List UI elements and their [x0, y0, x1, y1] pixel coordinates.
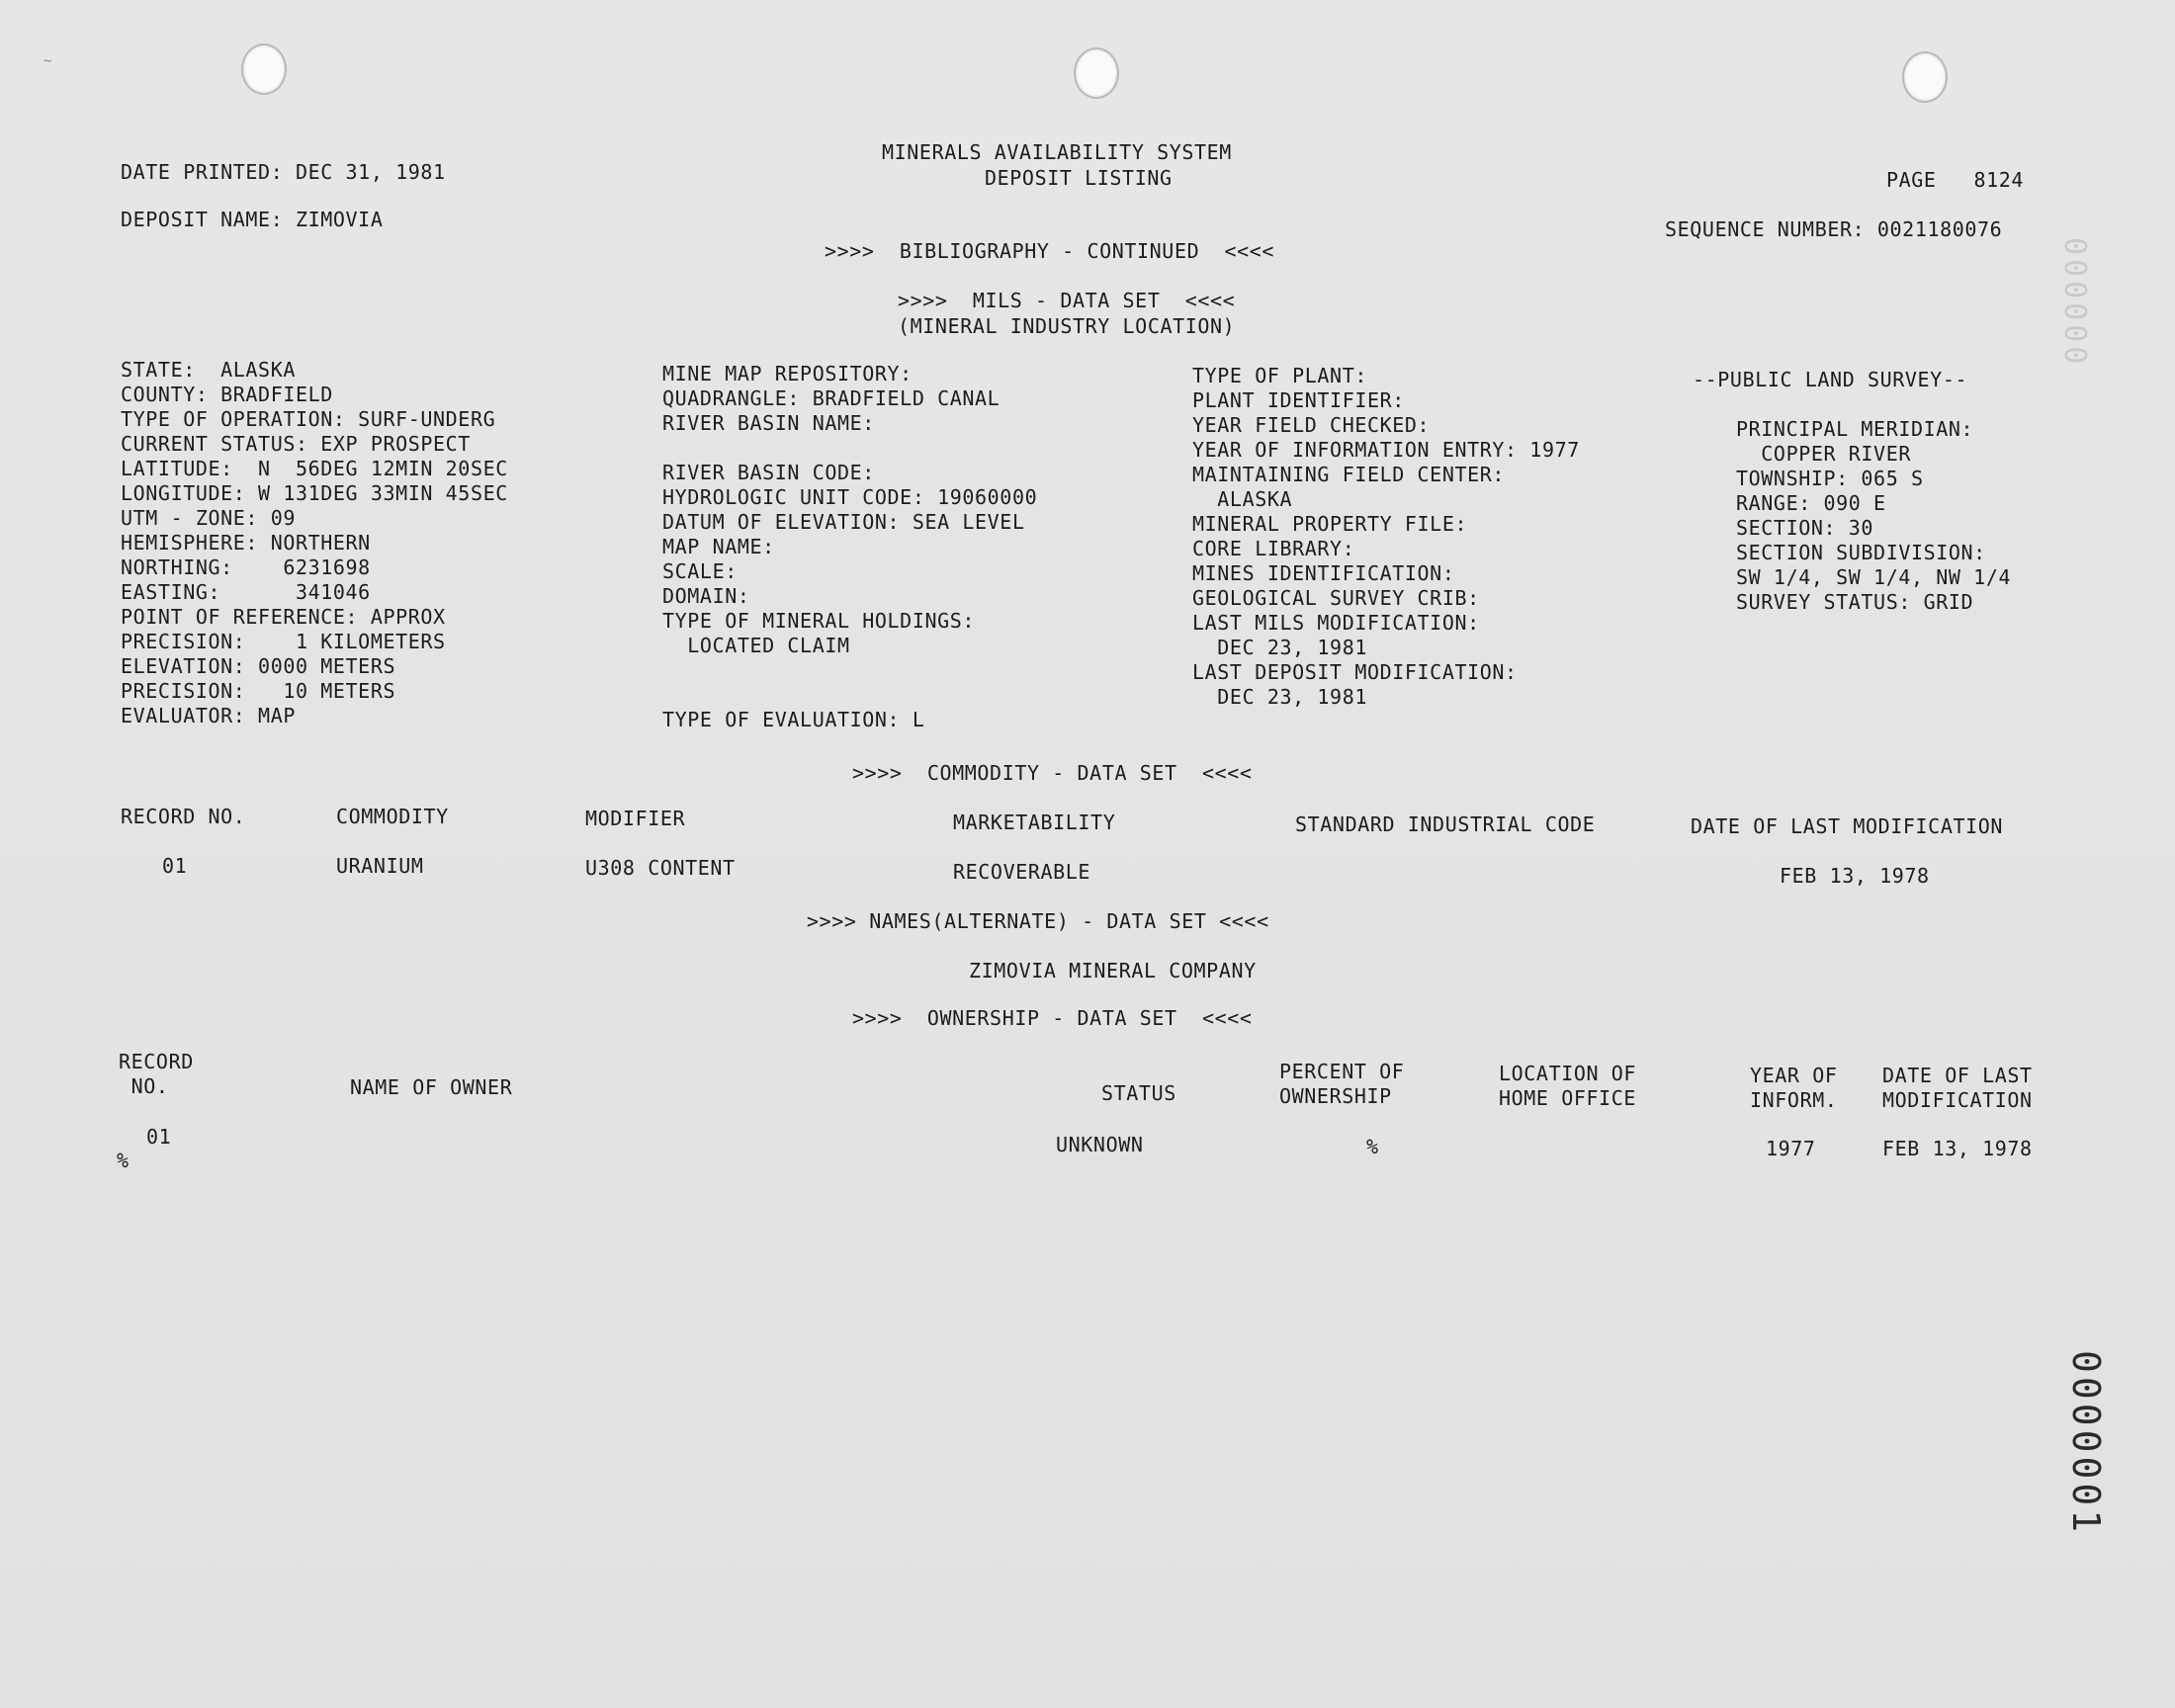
header-line: DATE OF LAST: [1882, 1064, 2033, 1087]
ownership-record-no: 01: [146, 1125, 172, 1149]
date-printed: DATE PRINTED: DEC 31, 1981: [121, 160, 446, 184]
header-line: PERCENT OF: [1279, 1060, 1405, 1083]
commodity-header-modifier: MODIFIER: [585, 807, 686, 830]
ownership-header-year: [1750, 1064, 1838, 1113]
header-line: LOCATION OF: [1499, 1062, 1637, 1085]
mils-field: YEAR OF INFORMATION ENTRY: 1977: [1192, 438, 1580, 462]
mils-field: ALASKA: [1192, 487, 1293, 511]
ownership-year: 1977: [1766, 1137, 1816, 1160]
mils-field: LAST DEPOSIT MODIFICATION:: [1192, 660, 1518, 684]
names-heading: >>>> NAMES(ALTERNATE) - DATA SET <<<<: [807, 909, 1269, 933]
survey-field: RANGE: 090 E: [1736, 491, 1886, 515]
mils-field: [662, 683, 1037, 708]
mils-subheading: (MINERAL INDUSTRY LOCATION): [898, 314, 1236, 338]
survey-field: SECTION: 30: [1736, 516, 1874, 540]
ownership-status: UNKNOWN: [1056, 1133, 1144, 1156]
mils-field: LONGITUDE: W 131DEG 33MIN 45SEC: [121, 481, 508, 505]
header-line: RECORD: [119, 1050, 194, 1073]
commodity-header-marketability: MARKETABILITY: [953, 811, 1116, 834]
mils-field: DATUM OF ELEVATION: SEA LEVEL: [662, 510, 1025, 534]
commodity-modifier: U308 CONTENT: [585, 856, 736, 880]
mils-field: UTM - ZONE: 09: [121, 506, 296, 530]
alternate-name: ZIMOVIA MINERAL COMPANY: [969, 959, 1257, 982]
commodity-header-sic: STANDARD INDUSTRIAL CODE: [1295, 812, 1596, 836]
survey-field: SURVEY STATUS: GRID: [1736, 590, 1974, 614]
commodity-header-commodity: COMMODITY: [336, 805, 449, 828]
mils-field: QUADRANGLE: BRADFIELD CANAL: [662, 386, 1000, 410]
survey-field: SECTION SUBDIVISION:: [1736, 541, 1986, 564]
ownership-header-status: STATUS: [1101, 1081, 1176, 1105]
mils-field: [662, 658, 1037, 683]
survey-field: PRINCIPAL MERIDIAN:: [1736, 417, 1974, 441]
mils-heading: >>>> MILS - DATA SET <<<<: [898, 289, 1236, 312]
mils-column-map: [662, 362, 1037, 732]
header-line: YEAR OF: [1750, 1064, 1838, 1087]
mils-field: TYPE OF PLANT:: [1192, 364, 1367, 387]
mils-field: MINES IDENTIFICATION:: [1192, 561, 1455, 585]
mils-field: DOMAIN:: [662, 584, 750, 608]
system-title: MINERALS AVAILABILITY SYSTEM: [882, 140, 1232, 164]
bibliography-heading: >>>> BIBLIOGRAPHY - CONTINUED <<<<: [825, 239, 1275, 263]
commodity-header-record: RECORD NO.: [121, 805, 246, 828]
mils-field: MINE MAP REPOSITORY:: [662, 362, 913, 385]
ownership-header-location: [1499, 1062, 1636, 1111]
mils-column-location: [121, 358, 508, 728]
public-land-survey: [1693, 368, 2011, 615]
ownership-date: FEB 13, 1978: [1882, 1137, 2033, 1160]
mils-field: MAP NAME:: [662, 535, 775, 558]
mils-field: TYPE OF MINERAL HOLDINGS:: [662, 609, 976, 633]
listing-title: DEPOSIT LISTING: [985, 166, 1173, 190]
mils-field: HEMISPHERE: NORTHERN: [121, 531, 371, 555]
mils-field: EVALUATOR: MAP: [121, 704, 296, 727]
ownership-heading: >>>> OWNERSHIP - DATA SET <<<<: [852, 1006, 1253, 1030]
survey-field: SW 1/4, SW 1/4, NW 1/4: [1736, 565, 2012, 589]
survey-field: TOWNSHIP: 065 S: [1736, 467, 1924, 490]
mils-field: CURRENT STATUS: EXP PROSPECT: [121, 432, 471, 456]
mils-field: LAST MILS MODIFICATION:: [1192, 611, 1480, 635]
binder-hole-right: [1902, 51, 1948, 103]
survey-field: COPPER RIVER: [1736, 442, 1911, 466]
mils-field: MAINTAINING FIELD CENTER:: [1192, 463, 1506, 486]
mils-field: PLANT IDENTIFIER:: [1192, 388, 1405, 412]
commodity-name: URANIUM: [336, 854, 424, 878]
mils-field: MINERAL PROPERTY FILE:: [1192, 512, 1468, 536]
ownership-header-owner: NAME OF OWNER: [350, 1075, 513, 1099]
faint-vertical-stamp: 000000: [2057, 237, 2092, 369]
mils-field: HYDROLOGIC UNIT CODE: 19060000: [662, 485, 1038, 509]
mils-field: LOCATED CLAIM: [662, 634, 850, 657]
ownership-owner-name: %: [117, 1149, 130, 1172]
binder-hole-left: [241, 43, 287, 95]
mils-column-facility: [1192, 364, 1580, 710]
page-number: PAGE 8124: [1886, 168, 2025, 192]
mils-field: CORE LIBRARY:: [1192, 537, 1355, 560]
survey-heading: --PUBLIC LAND SURVEY--: [1693, 368, 1968, 391]
mils-field: YEAR FIELD CHECKED:: [1192, 413, 1431, 437]
mils-field: TYPE OF OPERATION: SURF-UNDERG: [121, 407, 496, 431]
commodity-header-date: DATE OF LAST MODIFICATION: [1691, 814, 2004, 838]
mils-field: ELEVATION: 0000 METERS: [121, 654, 396, 678]
stray-mark: ~: [44, 53, 52, 69]
mils-field: COUNTY: BRADFIELD: [121, 383, 333, 406]
vertical-frame-stamp: 0000001: [2064, 1350, 2108, 1537]
deposit-name: DEPOSIT NAME: ZIMOVIA: [121, 208, 384, 231]
mils-field: LATITUDE: N 56DEG 12MIN 20SEC: [121, 457, 508, 480]
header-line: NO.: [119, 1074, 169, 1098]
header-line: MODIFICATION: [1882, 1088, 2033, 1112]
commodity-heading: >>>> COMMODITY - DATA SET <<<<: [852, 761, 1253, 785]
mils-field: GEOLOGICAL SURVEY CRIB:: [1192, 586, 1480, 610]
mils-field: PRECISION: 1 KILOMETERS: [121, 630, 446, 653]
mils-field: STATE: ALASKA: [121, 358, 296, 382]
survey-field: [1693, 392, 2011, 417]
binder-hole-center: [1074, 47, 1119, 99]
mils-field: TYPE OF EVALUATION: L: [662, 708, 925, 731]
mils-field: SCALE:: [662, 559, 738, 583]
ownership-percent: %: [1366, 1135, 1379, 1158]
ownership-header-date: [1882, 1064, 2033, 1113]
mils-field: DEC 23, 1981: [1192, 685, 1367, 709]
ownership-header-percent: [1279, 1060, 1404, 1109]
commodity-record-no: 01: [162, 854, 188, 878]
sequence-number: SEQUENCE NUMBER: 0021180076: [1665, 217, 2003, 241]
header-line: OWNERSHIP: [1279, 1084, 1392, 1108]
mils-field: EASTING: 341046: [121, 580, 371, 604]
mils-field: RIVER BASIN CODE:: [662, 461, 875, 484]
header-line: INFORM.: [1750, 1088, 1838, 1112]
commodity-date: FEB 13, 1978: [1780, 864, 1930, 888]
mils-field: [662, 436, 1037, 461]
mils-field: DEC 23, 1981: [1192, 636, 1367, 659]
mils-field: RIVER BASIN NAME:: [662, 411, 875, 435]
mils-field: POINT OF REFERENCE: APPROX: [121, 605, 446, 629]
header-line: HOME OFFICE: [1499, 1086, 1637, 1110]
ownership-header-record: [119, 1050, 194, 1099]
mils-field: NORTHING: 6231698: [121, 555, 371, 579]
mils-field: PRECISION: 10 METERS: [121, 679, 396, 703]
commodity-marketability: RECOVERABLE: [953, 860, 1091, 884]
